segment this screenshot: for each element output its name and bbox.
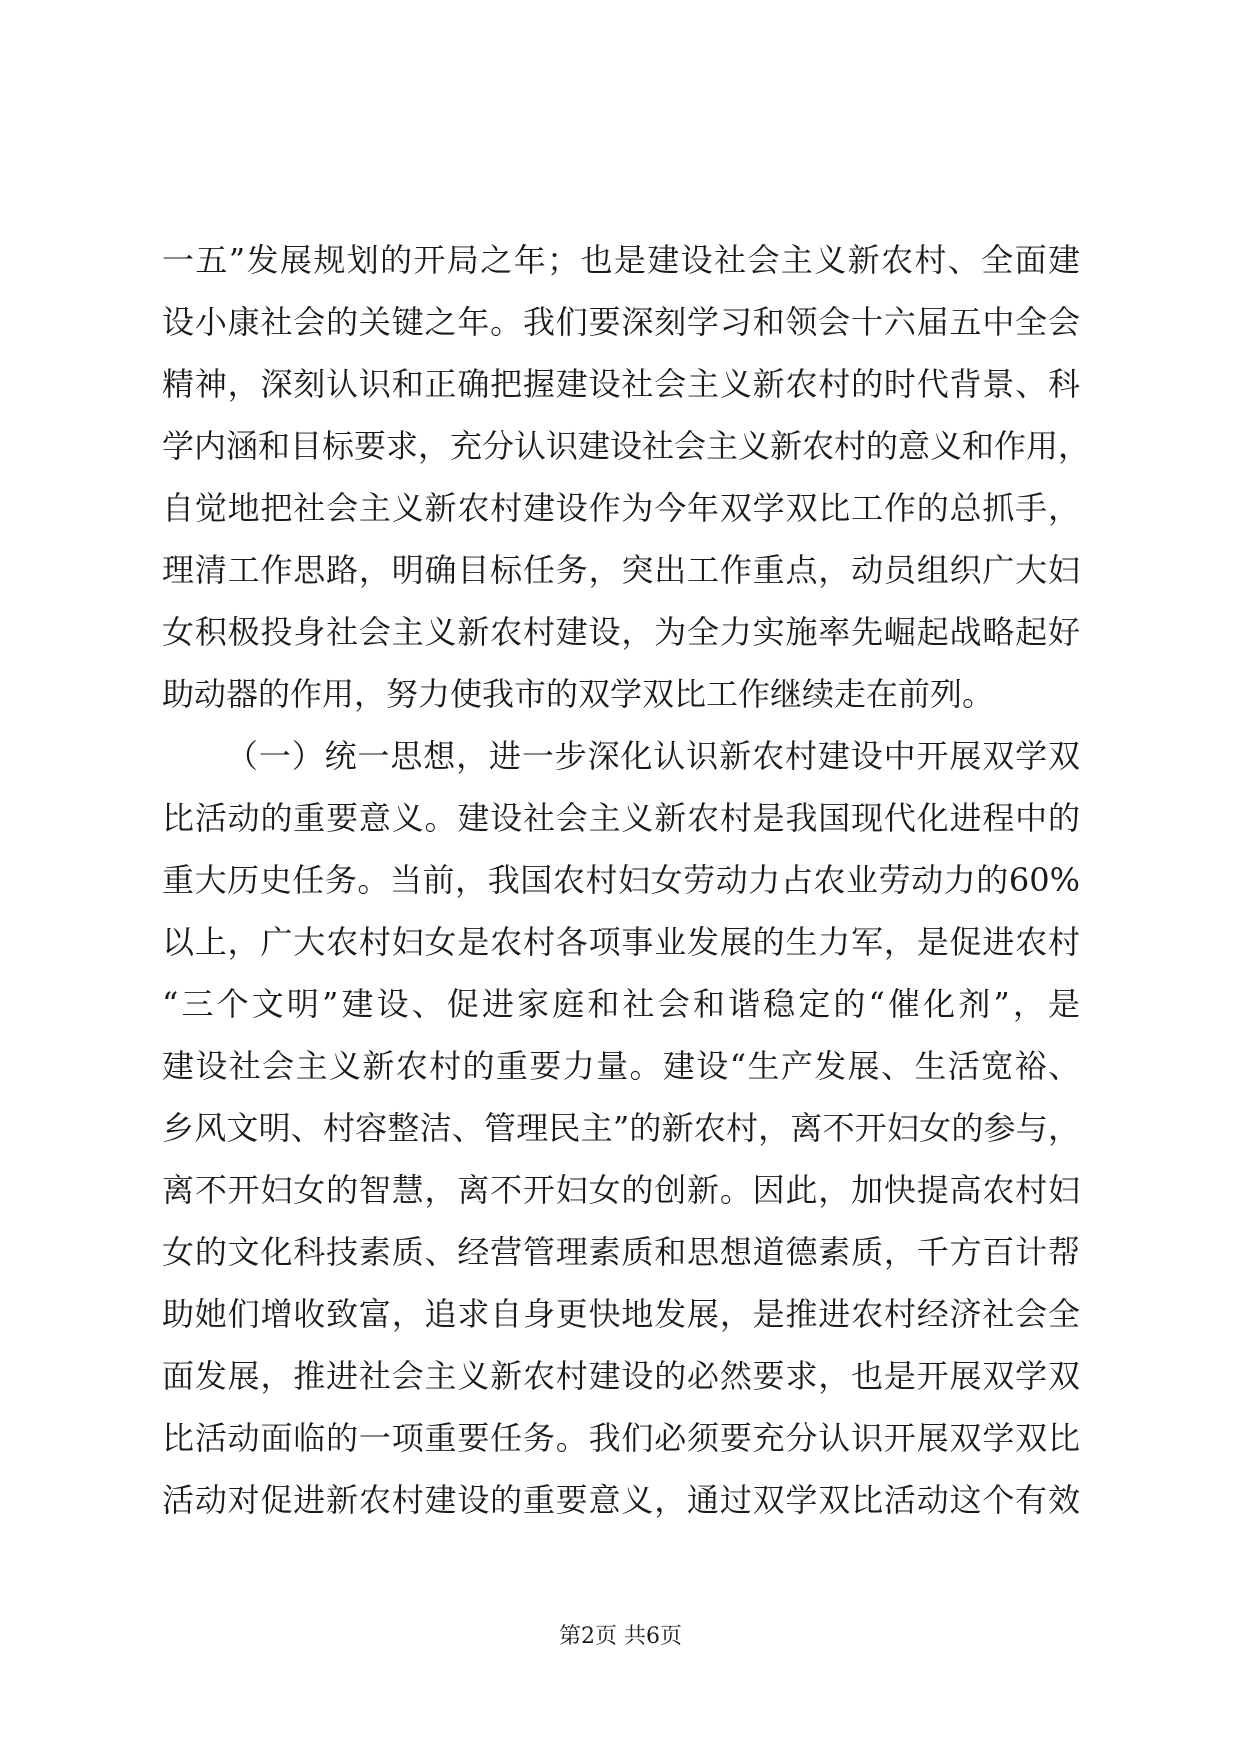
page-footer [0, 1622, 1241, 1652]
text-line: 设小康社会的关键之年。我们要深刻学习和领会十六届五中全会 [162, 303, 1080, 341]
text-line: 乡风文明、村容整洁、管理民主”的新农村，离不开妇女的参与， [162, 1109, 1080, 1147]
text-line: 助动器的作用，努力使我市的双学双比工作继续走在前列。 [162, 675, 995, 713]
text-line: 建设社会主义新农村的重要力量。建设“生产发展、生活宽裕、 [162, 1047, 1080, 1085]
text-line: 理清工作思路，明确目标任务，突出工作重点，动员组织广大妇 [162, 551, 1080, 589]
text-line: 一五”发展规划的开局之年；也是建设社会主义新农村、全面建 [162, 241, 1080, 279]
text-line: 面发展，推进社会主义新农村建设的必然要求，也是开展双学双 [162, 1357, 1080, 1395]
text-line: 助她们增收致富，追求自身更快地发展，是推进农村经济社会全 [162, 1295, 1080, 1333]
document-body [162, 229, 1091, 1531]
text-line: 女积极投身社会主义新农村建设，为全力实施率先崛起战略起好 [162, 613, 1080, 651]
text-line: 以上，广大农村妇女是农村各项事业发展的生力军，是促进农村 [162, 923, 1080, 961]
text-line: 离不开妇女的智慧，离不开妇女的创新。因此，加快提高农村妇 [162, 1171, 1080, 1209]
text-line: 自觉地把社会主义新农村建设作为今年双学双比工作的总抓手， [162, 489, 1080, 527]
text-line: 学内涵和目标要求，充分认识建设社会主义新农村的意义和作用， [162, 427, 1091, 465]
text-line: 比活动面临的一项重要任务。我们必须要充分认识开展双学双比 [162, 1419, 1080, 1457]
text-line: 女的文化科技素质、经营管理素质和思想道德素质，千方百计帮 [162, 1233, 1080, 1271]
text-line: 精神，深刻认识和正确把握建设社会主义新农村的时代背景、科 [162, 365, 1080, 403]
section-heading-line: （一）统一思想，进一步深化认识新农村建设中开展双学双 [226, 737, 1080, 775]
text-line: “三个文明”建设、促进家庭和社会和谐稳定的“催化剂”，是 [162, 985, 1080, 1023]
text-line: 比活动的重要意义。建设社会主义新农村是我国现代化进程中的 [162, 799, 1080, 837]
text-line: 活动对促进新农村建设的重要意义，通过双学双比活动这个有效 [162, 1481, 1080, 1519]
text-line: 重大历史任务。当前，我国农村妇女劳动力占农业劳动力的60% [162, 861, 1080, 899]
page-number-label: 第2页 共6页 [559, 1624, 682, 1649]
